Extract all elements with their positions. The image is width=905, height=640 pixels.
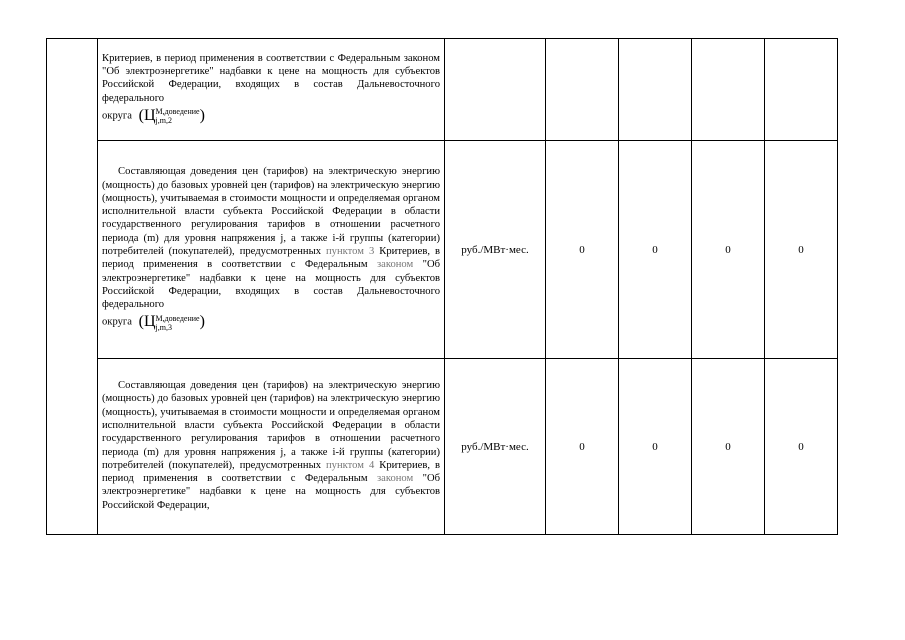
- tariff-table: [46, 38, 838, 535]
- formula-superscript: М,доведение: [155, 313, 200, 323]
- okruga-label: округа: [102, 110, 132, 122]
- description-text: Составляющая доведения цен (тарифов) на электрическую энергию (мощность) до базовых уровней цен (тарифов) на электрическую энергию (мощность), учитываемая в стоимости мощности и определяемая органом исполнительной власти субъекта Российской Федерации в области государственного регулирования тарифов в отношении расчетного периода (m) для уровня напряжения j, а также i-й группы (категории) потребителей (покупателей), предусмотренных пунктом 4 Критериев, в период применения в соответствии с Федеральным законом "Об электроэнергетике" надбавки к цене на мощность для субъектов Российской Федерации,: [102, 380, 440, 511]
- value-cell-4: 0: [765, 141, 838, 359]
- table-row: [47, 359, 838, 535]
- formula-line: [102, 313, 440, 331]
- clause-link[interactable]: пунктом 3: [326, 245, 375, 257]
- description-text: Составляющая доведения цен (тарифов) на электрическую энергию (мощность) до базовых уровней цен (тарифов) на электрическую энергию (мощность), учитываемая в стоимости мощности и определяемая органом исполнительной власти субъекта Российской Федерации в области государственного регулирования тарифов в отношении расчетного периода (m) для уровня напряжения j, а также i-й группы (категории) потребителей (покупателей), предусмотренных пунктом 3 Критериев, в период применения в соответствии с Федеральным законом "Об электроэнергетике" надбавки к цене на мощность для субъектов Российской Федерации, входящих в состав Дальневосточного федерального: [102, 166, 440, 311]
- formula: [139, 107, 205, 125]
- formula-symbol: (Ц: [138, 106, 156, 124]
- row-number-cell: [47, 39, 98, 535]
- unit-cell: руб./МВт·мес.: [445, 141, 546, 359]
- value-cell-1: 0: [546, 359, 619, 535]
- value-cell-4: 0: [765, 359, 838, 535]
- okruga-label: округа: [102, 317, 132, 329]
- value-cell-3: [692, 39, 765, 141]
- formula-close: ): [199, 313, 205, 331]
- law-link[interactable]: законом: [376, 473, 414, 485]
- description-cell: [98, 39, 445, 141]
- formula: [139, 313, 205, 331]
- formula-symbol: (Ц: [138, 313, 156, 331]
- law-link[interactable]: законом: [376, 259, 414, 271]
- value-cell-3: 0: [692, 141, 765, 359]
- description-cell: [98, 359, 445, 535]
- unit-cell: [445, 39, 546, 141]
- value-cell-4: [765, 39, 838, 141]
- formula-subscript: j,m,3: [155, 322, 172, 332]
- unit-cell: руб./МВт·мес.: [445, 359, 546, 535]
- formula-superscript: М,доведение: [155, 107, 200, 117]
- value-cell-2: 0: [619, 141, 692, 359]
- value-cell-1: 0: [546, 141, 619, 359]
- formula-subscript: j,m,2: [155, 116, 172, 126]
- description-cell: [98, 141, 445, 359]
- value-cell-2: [619, 39, 692, 141]
- formula-close: ): [199, 106, 205, 124]
- table-row: [47, 141, 838, 359]
- table-row: [47, 39, 838, 141]
- clause-link[interactable]: пунктом 4: [326, 459, 375, 471]
- description-text: Критериев, в период применения в соответствии с Федеральным законом "Об электроэнергетике" надбавки к цене на мощность для субъектов Российской Федерации, входящих в состав Дальневосточного федерального: [102, 52, 440, 104]
- value-cell-2: 0: [619, 359, 692, 535]
- value-cell-3: 0: [692, 359, 765, 535]
- formula-line: [102, 107, 440, 125]
- value-cell-1: [546, 39, 619, 141]
